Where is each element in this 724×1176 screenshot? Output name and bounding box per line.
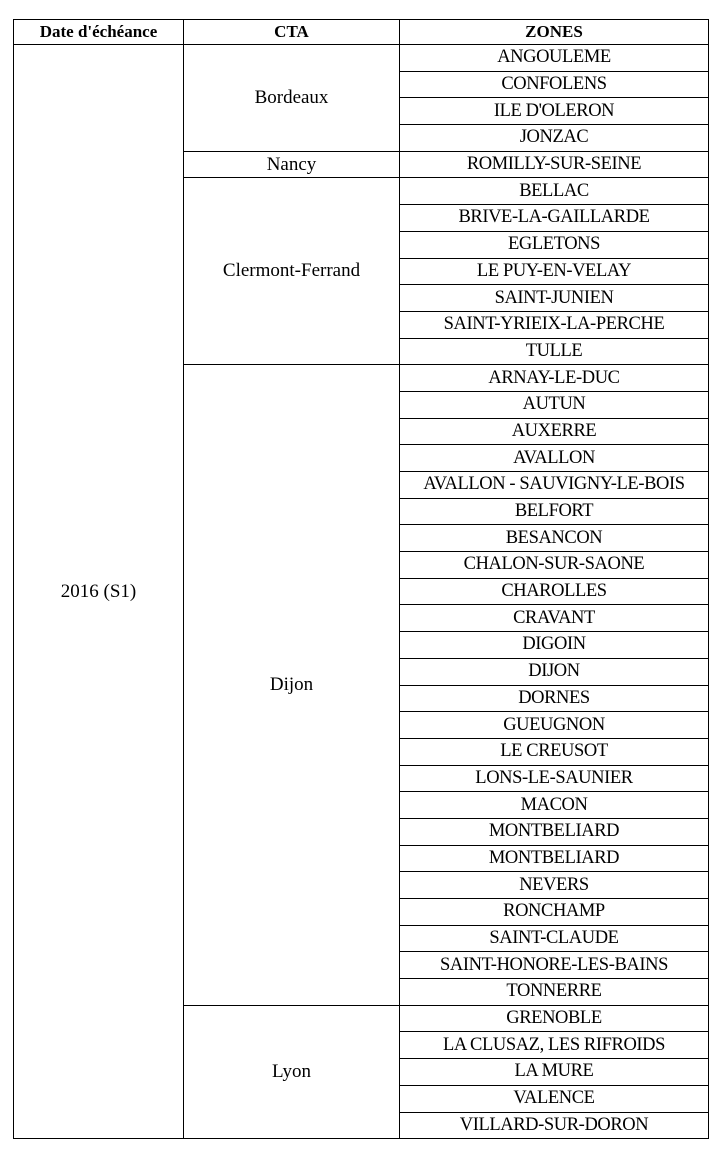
zone-cell: SAINT-JUNIEN [400, 285, 709, 312]
zone-cell: JONZAC [400, 125, 709, 152]
zone-cell: AUXERRE [400, 418, 709, 445]
zone-cell: DIJON [400, 658, 709, 685]
zone-cell: AVALLON - SAUVIGNY-LE-BOIS [400, 472, 709, 499]
zone-cell: BELLAC [400, 178, 709, 205]
header-cta: CTA [184, 20, 400, 45]
zone-cell: SAINT-YRIEIX-LA-PERCHE [400, 311, 709, 338]
zone-cell: VALENCE [400, 1085, 709, 1112]
zone-cell: LA CLUSAZ, LES RIFROIDS [400, 1032, 709, 1059]
cta-cell: Lyon [184, 1005, 400, 1138]
zone-cell: AUTUN [400, 391, 709, 418]
zone-cell: NEVERS [400, 872, 709, 899]
zone-cell: CHAROLLES [400, 578, 709, 605]
zone-cell: BESANCON [400, 525, 709, 552]
table-row [14, 45, 709, 72]
zone-cell: LE PUY-EN-VELAY [400, 258, 709, 285]
zone-cell: CONFOLENS [400, 71, 709, 98]
zone-cell: MONTBELIARD [400, 845, 709, 872]
zone-cell: LONS-LE-SAUNIER [400, 765, 709, 792]
zone-cell: TONNERRE [400, 979, 709, 1006]
zone-cell: ROMILLY-SUR-SEINE [400, 151, 709, 178]
zone-cell: LA MURE [400, 1059, 709, 1086]
zone-cell: VILLARD-SUR-DORON [400, 1112, 709, 1139]
zone-cell: MONTBELIARD [400, 818, 709, 845]
header-date: Date d'échéance [14, 20, 184, 45]
zone-cell: MACON [400, 792, 709, 819]
zone-cell: LE CREUSOT [400, 738, 709, 765]
zone-cell: DORNES [400, 685, 709, 712]
zone-cell: SAINT-HONORE-LES-BAINS [400, 952, 709, 979]
zone-cell: TULLE [400, 338, 709, 365]
date-cell: 2016 (S1) [14, 45, 184, 1139]
zone-cell: ARNAY-LE-DUC [400, 365, 709, 392]
zone-cell: GRENOBLE [400, 1005, 709, 1032]
cta-cell: Nancy [184, 151, 400, 178]
zone-cell: CHALON-SUR-SAONE [400, 552, 709, 579]
zone-cell: ILE D'OLERON [400, 98, 709, 125]
zone-cell: BRIVE-LA-GAILLARDE [400, 205, 709, 232]
cta-cell: Dijon [184, 365, 400, 1006]
zone-cell: CRAVANT [400, 605, 709, 632]
cta-cell: Bordeaux [184, 45, 400, 152]
zone-cell: BELFORT [400, 498, 709, 525]
zone-cell: ANGOULEME [400, 45, 709, 72]
zone-cell: AVALLON [400, 445, 709, 472]
header-zones: ZONES [400, 20, 709, 45]
zones-table [13, 19, 709, 1139]
zone-cell: RONCHAMP [400, 899, 709, 926]
cta-cell: Clermont-Ferrand [184, 178, 400, 365]
zone-cell: DIGOIN [400, 632, 709, 659]
zone-cell: SAINT-CLAUDE [400, 925, 709, 952]
table-body [14, 45, 709, 1139]
zone-cell: GUEUGNON [400, 712, 709, 739]
zone-cell: EGLETONS [400, 231, 709, 258]
header-row [14, 20, 709, 45]
